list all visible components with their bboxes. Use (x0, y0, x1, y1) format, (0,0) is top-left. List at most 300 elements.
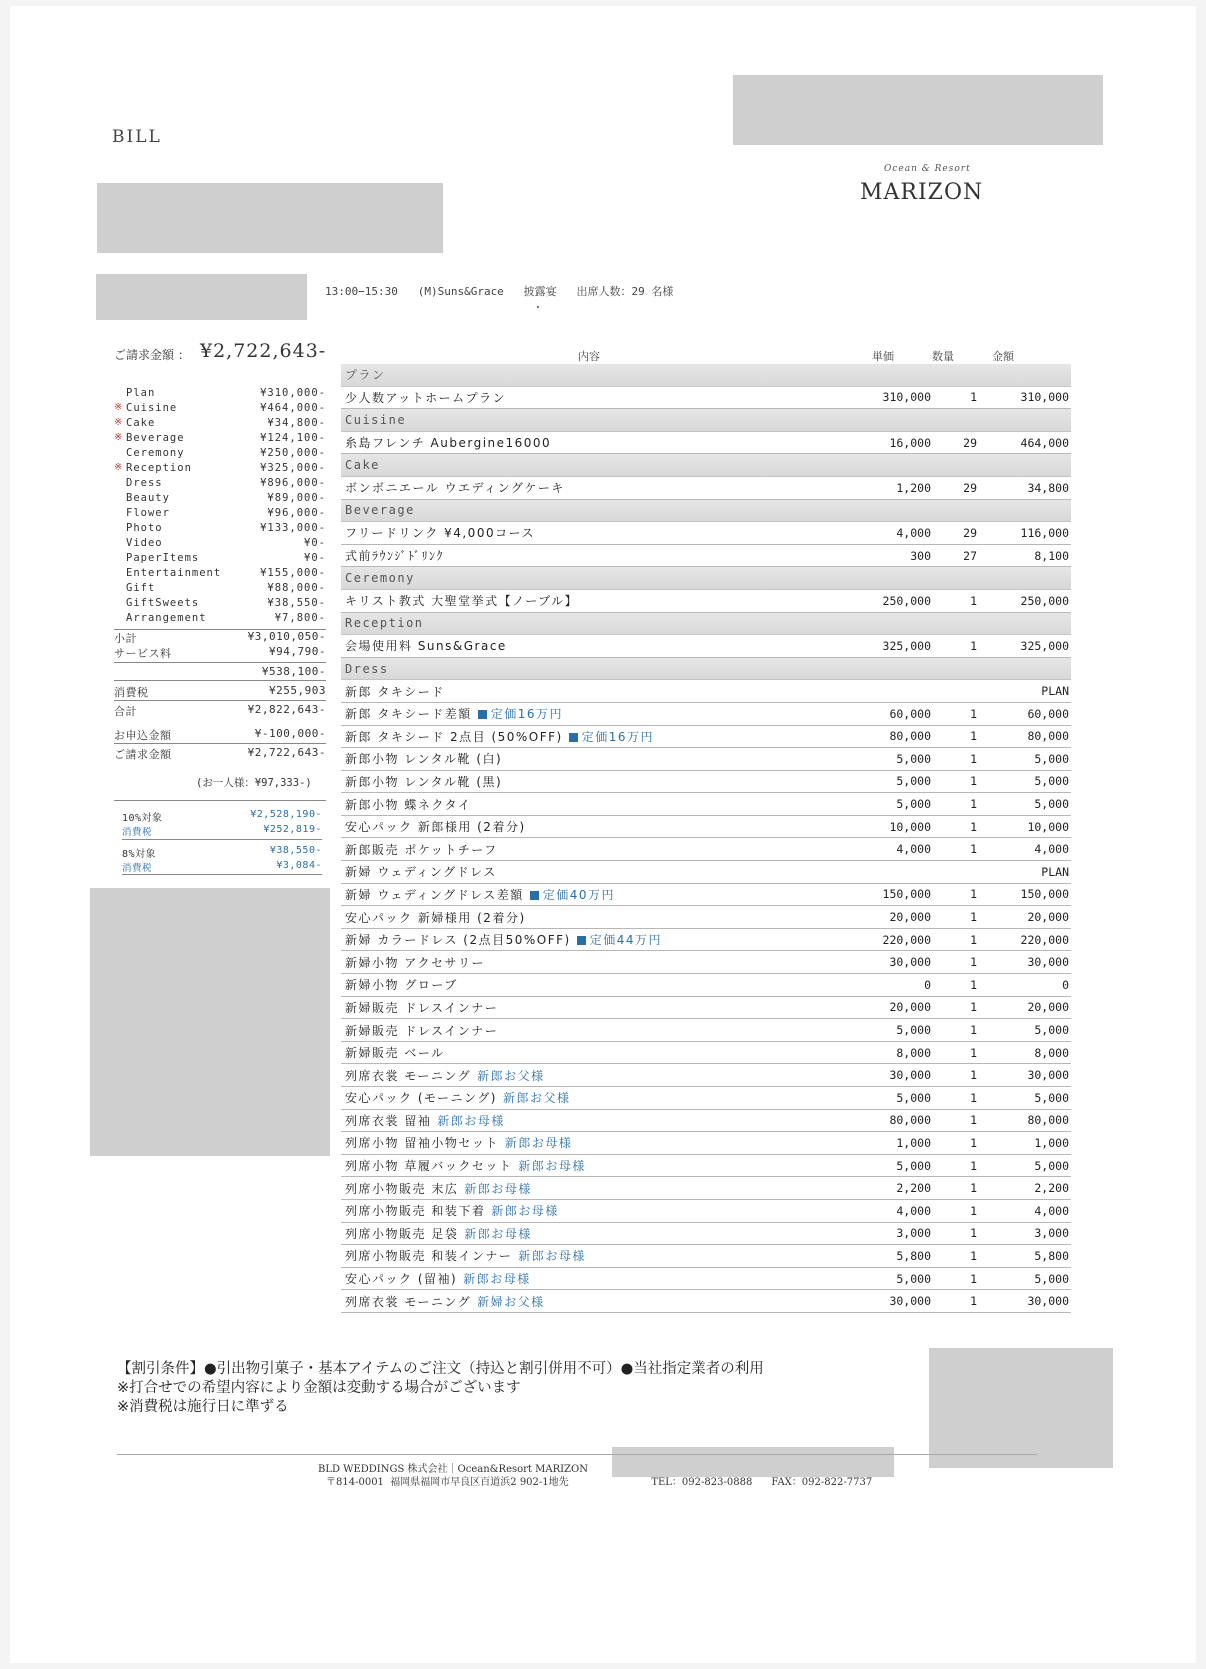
quantity: 1 (970, 1248, 977, 1263)
amount: 5,000 (1034, 1271, 1069, 1286)
unit-price: 5,800 (896, 1248, 931, 1263)
summary-rule (114, 743, 326, 744)
category-value: ¥325,000- (260, 461, 326, 474)
category-name: Ceremony (126, 446, 185, 459)
quantity: 1 (970, 390, 977, 405)
condition-line: ※消費税は施行日に準ずる (117, 1399, 289, 1415)
category-value: ¥34,800- (267, 416, 326, 429)
quantity: 1 (970, 1023, 977, 1038)
category-row (114, 580, 326, 595)
category-name: Beverage (126, 431, 185, 444)
tax10-value: ¥2,528,190- (250, 809, 322, 820)
section-name: Ceremony (345, 571, 415, 586)
section-name: Dress (345, 661, 389, 676)
item-name: キリスト教式 大聖堂挙式【ノーブル】 (345, 594, 579, 609)
unit-price: 300 (910, 548, 931, 563)
item-name-cell (345, 637, 507, 654)
section-name: Cake (345, 458, 380, 473)
category-value: ¥464,000- (260, 401, 326, 414)
tax-row (114, 684, 326, 700)
unit-price: 20,000 (889, 910, 931, 925)
item-name-cell (345, 750, 502, 767)
quantity: 1 (970, 1045, 977, 1060)
list-price-note: 定価16万円 (472, 707, 563, 721)
header-amount: 金額 (992, 350, 1014, 363)
list-price-note: 定価16万円 (563, 730, 654, 744)
asterisk-mark-icon: ※ (114, 432, 124, 443)
section-header (341, 613, 1071, 636)
footer-address-line (326, 1473, 872, 1488)
summary-rule (122, 874, 322, 875)
item-name-cell (345, 389, 506, 406)
table-row (341, 1268, 1071, 1291)
table-row (341, 1177, 1071, 1200)
category-name: Video (126, 536, 163, 549)
quantity: 1 (970, 1068, 977, 1083)
unit-price: 30,000 (889, 1294, 931, 1309)
summary-rule (114, 680, 326, 681)
unit-price: 2,200 (896, 1181, 931, 1196)
category-value: ¥250,000- (260, 446, 326, 459)
category-name: GiftSweets (126, 596, 200, 609)
table-row (341, 951, 1071, 974)
category-name: Photo (126, 521, 163, 534)
unit-price: 30,000 (889, 1068, 931, 1083)
section-name: Beverage (345, 503, 415, 518)
unit-price: 5,000 (896, 1023, 931, 1038)
item-name-cell (345, 1067, 545, 1084)
recipient-note: 新郎お母様 (518, 1159, 586, 1174)
item-name: 新婦 カラードレス (2点目50%OFF) (345, 933, 571, 948)
category-value: ¥0- (304, 551, 326, 564)
item-name-cell (345, 841, 498, 858)
redacted-block-stamp (929, 1348, 1113, 1468)
category-value: ¥89,000- (267, 491, 326, 504)
redacted-block-date (96, 274, 307, 320)
item-name: 安心パック 新婦様用 (2着分) (345, 910, 526, 925)
unit-price: 80,000 (889, 1113, 931, 1128)
quantity: 29 (963, 435, 977, 450)
condition-line: 【割引条件】●引出物引菓子・基本アイテムのご注文（持込と割引併用不可）●当社指定業者の利用 (117, 1361, 764, 1377)
recipient-note: 新郎お母様 (518, 1249, 586, 1264)
quantity: 1 (970, 1203, 977, 1218)
item-name-cell (345, 592, 578, 609)
item-name-cell (345, 863, 497, 880)
table-row (341, 861, 1071, 884)
subtotal-value: ¥3,010,050- (247, 630, 326, 643)
table-row (341, 906, 1071, 929)
item-name: 新婦販売 ドレスインナー (345, 1000, 499, 1015)
recipient-note: 新郎お母様 (463, 1272, 531, 1287)
amount: 0 (1062, 977, 1069, 992)
billed-label: ご請求金額 (114, 748, 172, 761)
asterisk-mark-icon: ※ (114, 462, 124, 473)
unit-price: 30,000 (889, 955, 931, 970)
billed-value: ¥2,722,643- (247, 746, 326, 759)
unit-price: 4,000 (896, 525, 931, 540)
category-row (114, 385, 326, 400)
quantity: 1 (970, 1181, 977, 1196)
category-list (114, 385, 326, 625)
item-name-cell (345, 1089, 570, 1106)
table-row (341, 1155, 1071, 1178)
item-name-cell (345, 999, 498, 1016)
header-content: 内容 (578, 350, 600, 363)
item-name: 安心パック (モーニング) (345, 1091, 497, 1106)
tax8-sub-label: 消費税 (122, 863, 153, 874)
item-name-cell (345, 1134, 572, 1151)
category-value: ¥7,800- (274, 611, 326, 624)
quantity: 1 (970, 887, 977, 902)
unit-price: 1,000 (896, 1135, 931, 1150)
section-header (341, 454, 1071, 477)
category-row (114, 490, 326, 505)
amount: 2,200 (1034, 1181, 1069, 1196)
category-value: ¥310,000- (260, 386, 326, 399)
asterisk-mark-icon: ※ (114, 417, 124, 428)
tax8-row (122, 845, 322, 860)
footer-tel: TEL：092-823-0888 (651, 1477, 753, 1488)
amount: 8,000 (1034, 1045, 1069, 1060)
amount: 1,000 (1034, 1135, 1069, 1150)
item-name: 列席小物 留袖小物セット (345, 1136, 499, 1151)
item-name-cell (345, 796, 471, 813)
category-value: ¥0- (304, 536, 326, 549)
table-row (341, 838, 1071, 861)
item-name-cell (345, 909, 526, 926)
item-name: 列席衣裳 モーニング (345, 1294, 472, 1309)
category-row (114, 415, 326, 430)
unit-price: 1,200 (896, 480, 931, 495)
deposit-label: お申込金額 (114, 729, 172, 742)
item-name: 安心パック 新郎様用 (2着分) (345, 820, 526, 835)
item-name-cell (345, 1157, 586, 1174)
table-row (341, 1223, 1071, 1246)
recipient-note: 新郎お母様 (491, 1204, 559, 1219)
subtotal-row (114, 630, 326, 646)
unit-price: 5,000 (896, 774, 931, 789)
item-name: 新郎 タキシード (345, 684, 445, 699)
item-name: フリードリンク ¥4,000コース (345, 526, 535, 541)
quantity: 1 (970, 729, 977, 744)
item-name: 少人数アットホームプラン (345, 390, 507, 405)
table-row (341, 703, 1071, 726)
amount: 30,000 (1027, 1294, 1069, 1309)
quantity: 1 (970, 819, 977, 834)
summary-rule (122, 839, 322, 840)
quantity: 1 (970, 1135, 977, 1150)
item-name-cell (345, 976, 458, 993)
service-value: ¥94,790- (269, 645, 326, 658)
category-name: Gift (126, 581, 156, 594)
category-row (114, 595, 326, 610)
amount: 34,800 (1027, 480, 1069, 495)
table-row (341, 1290, 1071, 1313)
unit-price: 310,000 (882, 390, 931, 405)
extra-value: ¥538,100- (261, 665, 326, 678)
unit-price: 250,000 (882, 593, 931, 608)
quantity: 1 (970, 1000, 977, 1015)
summary-rule (114, 700, 326, 701)
category-row (114, 475, 326, 490)
redacted-block-left (90, 888, 330, 1156)
category-value: ¥896,000- (260, 476, 326, 489)
amount: PLAN (1041, 684, 1069, 699)
section-name: Cuisine (345, 412, 407, 427)
item-name-cell (345, 1225, 532, 1242)
table-row (341, 816, 1071, 839)
item-name: 列席小物 草履バックセット (345, 1159, 513, 1174)
item-name: 新郎小物 レンタル靴 (白) (345, 752, 503, 767)
redacted-block-name (97, 183, 443, 253)
tax10-sub-value: ¥252,819- (263, 824, 322, 835)
quantity: 1 (970, 910, 977, 925)
category-value: ¥133,000- (260, 521, 326, 534)
amount: 220,000 (1020, 932, 1069, 947)
service-label: サービス料 (114, 647, 172, 660)
unit-price: 5,000 (896, 1158, 931, 1173)
footer-fax: FAX：092-822-7737 (771, 1477, 873, 1488)
quantity: 1 (970, 1158, 977, 1173)
amount: 464,000 (1020, 435, 1069, 450)
item-name-cell (345, 524, 535, 541)
unit-price: 3,000 (896, 1226, 931, 1241)
footer-address: 〒814-0001 福岡県福岡市早良区百道浜2 902-1地先 (326, 1477, 569, 1488)
table-row (341, 974, 1071, 997)
header-unit: 単価 (872, 350, 894, 363)
table-row (341, 748, 1071, 771)
category-row (114, 610, 326, 625)
tax10-label: 10%対象 (122, 813, 163, 824)
tax8-label: 8%対象 (122, 849, 157, 860)
item-name-cell (345, 1022, 498, 1039)
item-name: 新婦販売 ベール (345, 1046, 445, 1061)
tax-value: ¥255,903 (269, 684, 326, 697)
recipient-note: 新郎お父様 (477, 1068, 545, 1083)
amount: 80,000 (1027, 1113, 1069, 1128)
deposit-value: ¥-100,000- (254, 727, 326, 740)
extra-row (114, 665, 326, 678)
category-value: ¥96,000- (267, 506, 326, 519)
deposit-row (114, 727, 326, 743)
footer-rule (117, 1454, 1037, 1455)
marizon-logo: MARIZON (860, 180, 984, 205)
item-name-cell (345, 547, 444, 564)
quantity: 1 (970, 1294, 977, 1309)
recipient-note: 新郎お母様 (504, 1136, 573, 1151)
quantity: 1 (970, 1271, 977, 1286)
category-row (114, 520, 326, 535)
summary-rule (114, 800, 326, 801)
item-name-cell (345, 931, 662, 948)
quantity: 1 (970, 638, 977, 653)
billing-amount-label: ご請求金額 ： (114, 348, 190, 362)
category-value: ¥155,000- (260, 566, 326, 579)
discount-conditions (117, 1360, 764, 1417)
quantity: 1 (970, 774, 977, 789)
redacted-block-top-right (733, 75, 1103, 145)
unit-price: 5,000 (896, 1090, 931, 1105)
quantity: 1 (970, 1090, 977, 1105)
recipient-note: 新郎お母様 (437, 1113, 505, 1128)
unit-price: 150,000 (882, 887, 931, 902)
quantity: 1 (970, 1226, 977, 1241)
category-name: Entertainment (126, 566, 222, 579)
table-row (341, 771, 1071, 794)
item-name: 新郎小物 レンタル靴 (黒) (345, 774, 503, 789)
section-name: プラン (345, 368, 386, 383)
table-row (341, 545, 1071, 568)
quantity: 1 (970, 593, 977, 608)
item-name: 新郎 タキシード 2点目 (50%OFF) (345, 729, 563, 744)
item-name-cell (345, 954, 485, 971)
stray-dot (537, 306, 539, 308)
unit-price: 20,000 (889, 1000, 931, 1015)
recipient-note: 新郎お母様 (464, 1181, 532, 1196)
amount: 5,000 (1034, 797, 1069, 812)
quantity: 29 (963, 525, 977, 540)
item-name: 列席衣裳 留袖 (345, 1113, 432, 1128)
table-row (341, 1200, 1071, 1223)
item-name: 糸島フレンチ Aubergine16000 (345, 436, 552, 451)
recipient-note: 新郎お父様 (502, 1091, 571, 1106)
unit-price: 220,000 (882, 932, 931, 947)
category-name: Beauty (126, 491, 170, 504)
amount: 20,000 (1027, 910, 1069, 925)
recipient-note: 新郎お母様 (464, 1226, 532, 1241)
table-row (341, 997, 1071, 1020)
category-row (114, 550, 326, 565)
amount: 325,000 (1020, 638, 1069, 653)
quantity: 1 (970, 706, 977, 721)
table-row (341, 884, 1071, 907)
footer-company: BLD WEDDINGS 株式会社｜Ocean&Resort MARIZON (318, 1464, 588, 1475)
item-name-cell (345, 728, 654, 745)
amount: 8,100 (1034, 548, 1069, 563)
category-name: PaperItems (126, 551, 200, 564)
item-name-cell (345, 434, 551, 451)
amount: PLAN (1041, 864, 1069, 879)
summary-rule (114, 662, 326, 663)
per-person-amount: (お一人様：¥97,333-) (196, 777, 312, 789)
item-name-cell (345, 1112, 505, 1129)
billing-amount-value: ¥2,722,643- (200, 340, 327, 362)
unit-price: 5,000 (896, 751, 931, 766)
section-name: Reception (345, 616, 424, 631)
unit-price: 10,000 (889, 819, 931, 834)
list-price-note: 定価40万円 (524, 888, 615, 902)
table-row (341, 477, 1071, 500)
item-name-cell (345, 1180, 532, 1197)
category-name: Cake (126, 416, 156, 429)
table-row (341, 522, 1071, 545)
tax8-sub-value: ¥3,084- (276, 860, 322, 871)
amount: 5,800 (1034, 1248, 1069, 1263)
item-name-cell (345, 818, 526, 835)
amount: 5,000 (1034, 774, 1069, 789)
amount: 150,000 (1020, 887, 1069, 902)
unit-price: 325,000 (882, 638, 931, 653)
amount: 116,000 (1020, 525, 1069, 540)
amount: 5,000 (1034, 1090, 1069, 1105)
tax-label: 消費税 (114, 686, 149, 699)
category-value: ¥88,000- (267, 581, 326, 594)
subtotal-label: 小計 (114, 632, 137, 645)
category-row (114, 535, 326, 550)
amount: 4,000 (1034, 842, 1069, 857)
table-row (341, 635, 1071, 658)
tax8-value: ¥38,550- (269, 845, 322, 856)
unit-price: 8,000 (896, 1045, 931, 1060)
header-qty: 数量 (932, 350, 954, 363)
category-name: Plan (126, 386, 156, 399)
table-row (341, 1064, 1071, 1087)
item-name-cell (345, 1270, 531, 1287)
event-info: 13:00−15:30 (M)Suns&Grace 披露宴 出席人数：29 名様 (325, 285, 674, 298)
quantity: 1 (970, 751, 977, 766)
item-name: 新婦 ウェディングドレス差額 (345, 887, 524, 902)
category-name: Cuisine (126, 401, 178, 414)
unit-price: 16,000 (889, 435, 931, 450)
item-name: 列席小物販売 足袋 (345, 1226, 459, 1241)
quantity: 27 (963, 548, 977, 563)
category-row (114, 400, 326, 415)
item-name: 新婦小物 グローブ (345, 978, 458, 993)
table-row (341, 387, 1071, 410)
list-price-note: 定価44万円 (571, 933, 662, 947)
total-label: 合計 (114, 705, 137, 718)
item-name-cell (345, 705, 563, 722)
category-name: Reception (126, 461, 192, 474)
item-name-cell (345, 1247, 586, 1264)
item-name: 新婦販売 ドレスインナー (345, 1023, 499, 1038)
amount: 10,000 (1027, 819, 1069, 834)
item-name-cell (345, 886, 615, 903)
amount: 20,000 (1027, 1000, 1069, 1015)
table-row (341, 1245, 1071, 1268)
unit-price: 5,000 (896, 1271, 931, 1286)
tax10-sub-row (122, 824, 322, 838)
amount: 5,000 (1034, 1158, 1069, 1173)
amount: 250,000 (1020, 593, 1069, 608)
category-value: ¥124,100- (260, 431, 326, 444)
section-header (341, 500, 1071, 523)
table-row (341, 1019, 1071, 1042)
item-name: 列席衣裳 モーニング (345, 1068, 472, 1083)
item-name-cell (345, 479, 565, 496)
quantity: 1 (970, 797, 977, 812)
quantity: 1 (970, 977, 977, 992)
amount: 80,000 (1027, 729, 1069, 744)
item-name: 安心パック (留袖) (345, 1272, 458, 1287)
quantity: 1 (970, 842, 977, 857)
quantity: 1 (970, 932, 977, 947)
category-row (114, 445, 326, 460)
table-row (341, 1110, 1071, 1133)
item-name-cell (345, 683, 445, 700)
logo-subtitle: Ocean & Resort (884, 164, 971, 174)
recipient-note: 新婦お父様 (477, 1294, 545, 1309)
tax10-row (122, 809, 322, 824)
amount: 60,000 (1027, 706, 1069, 721)
table-row (341, 1132, 1071, 1155)
section-header (341, 409, 1071, 432)
line-items (341, 364, 1071, 1313)
item-name: 新郎 タキシード差額 (345, 707, 472, 722)
item-name: ボンボニエール ウエディングケーキ (345, 481, 565, 496)
category-row (114, 430, 326, 445)
amount: 5,000 (1034, 751, 1069, 766)
